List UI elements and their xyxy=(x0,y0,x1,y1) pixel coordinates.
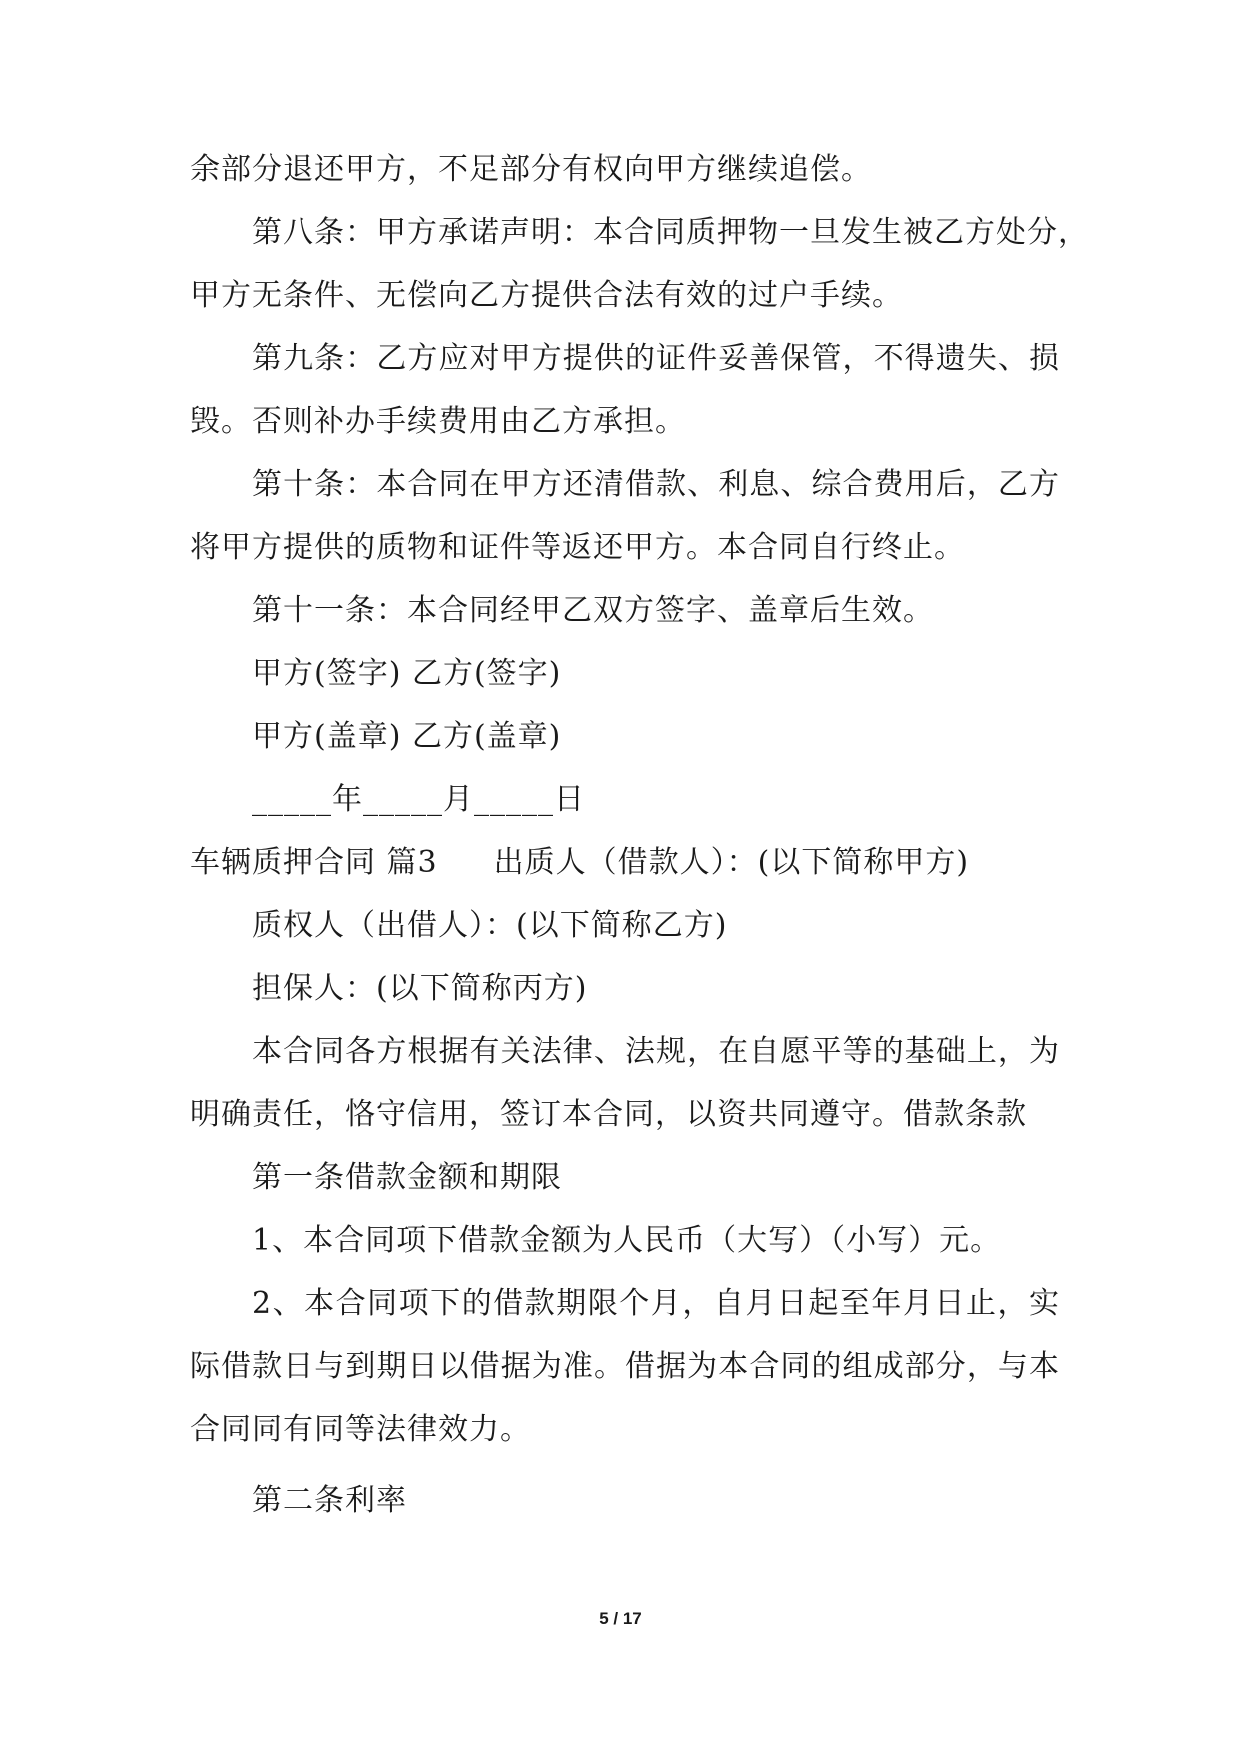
text-line: 明确责任，恪守信用，签订本合同，以资共同遵守。借款条款 xyxy=(190,1097,1027,1132)
text-line: 将甲方提供的质物和证件等返还甲方。本合同自行终止。 xyxy=(190,530,965,565)
date-line: _____年_____月_____日 xyxy=(252,782,585,817)
text-line: 第八条：甲方承诺声明：本合同质押物一旦发生被乙方处分， xyxy=(252,215,1089,250)
clause-heading: 第二条利率 xyxy=(252,1483,407,1518)
text-line: 第十一条：本合同经甲乙双方签字、盖章后生效。 xyxy=(252,593,934,628)
text-line: 余部分退还甲方，不足部分有权向甲方继续追偿。 xyxy=(190,152,872,187)
text-line: 际借款日与到期日以借据为准。借据为本合同的组成部分，与本 xyxy=(190,1349,1060,1384)
text-line: 本合同各方根据有关法律、法规，在自愿平等的基础上，为 xyxy=(252,1034,1060,1069)
text-line: 2、本合同项下的借款期限个月，自月日起至年月日止，实 xyxy=(252,1286,1060,1321)
section-heading-row xyxy=(190,843,1060,883)
clause-heading: 第一条借款金额和期限 xyxy=(252,1160,562,1195)
text-line: 1、本合同项下借款金额为人民币（大写）（小写）元。 xyxy=(252,1223,1002,1258)
section-title: 车辆质押合同 篇3 xyxy=(190,845,438,880)
text-line: 质权人（出借人）：(以下简称乙方) xyxy=(252,908,728,943)
seal-line: 甲方(盖章) 乙方(盖章) xyxy=(252,719,562,754)
text-line: 第九条：乙方应对甲方提供的证件妥善保管，不得遗失、损 xyxy=(252,341,1060,376)
signature-line: 甲方(签字) 乙方(签字) xyxy=(252,656,562,691)
text-line: 甲方无条件、无偿向乙方提供合法有效的过户手续。 xyxy=(190,278,903,313)
text-line: 第十条：本合同在甲方还清借款、利息、综合费用后，乙方 xyxy=(252,467,1060,502)
section-lead: 出质人（借款人）：(以下简称甲方) xyxy=(493,845,970,880)
text-line: 担保人：(以下简称丙方) xyxy=(252,971,588,1006)
page-number: 5 / 17 xyxy=(599,1609,642,1628)
text-line: 合同同有同等法律效力。 xyxy=(190,1412,531,1447)
text-line: 毁。否则补办手续费用由乙方承担。 xyxy=(190,404,686,439)
